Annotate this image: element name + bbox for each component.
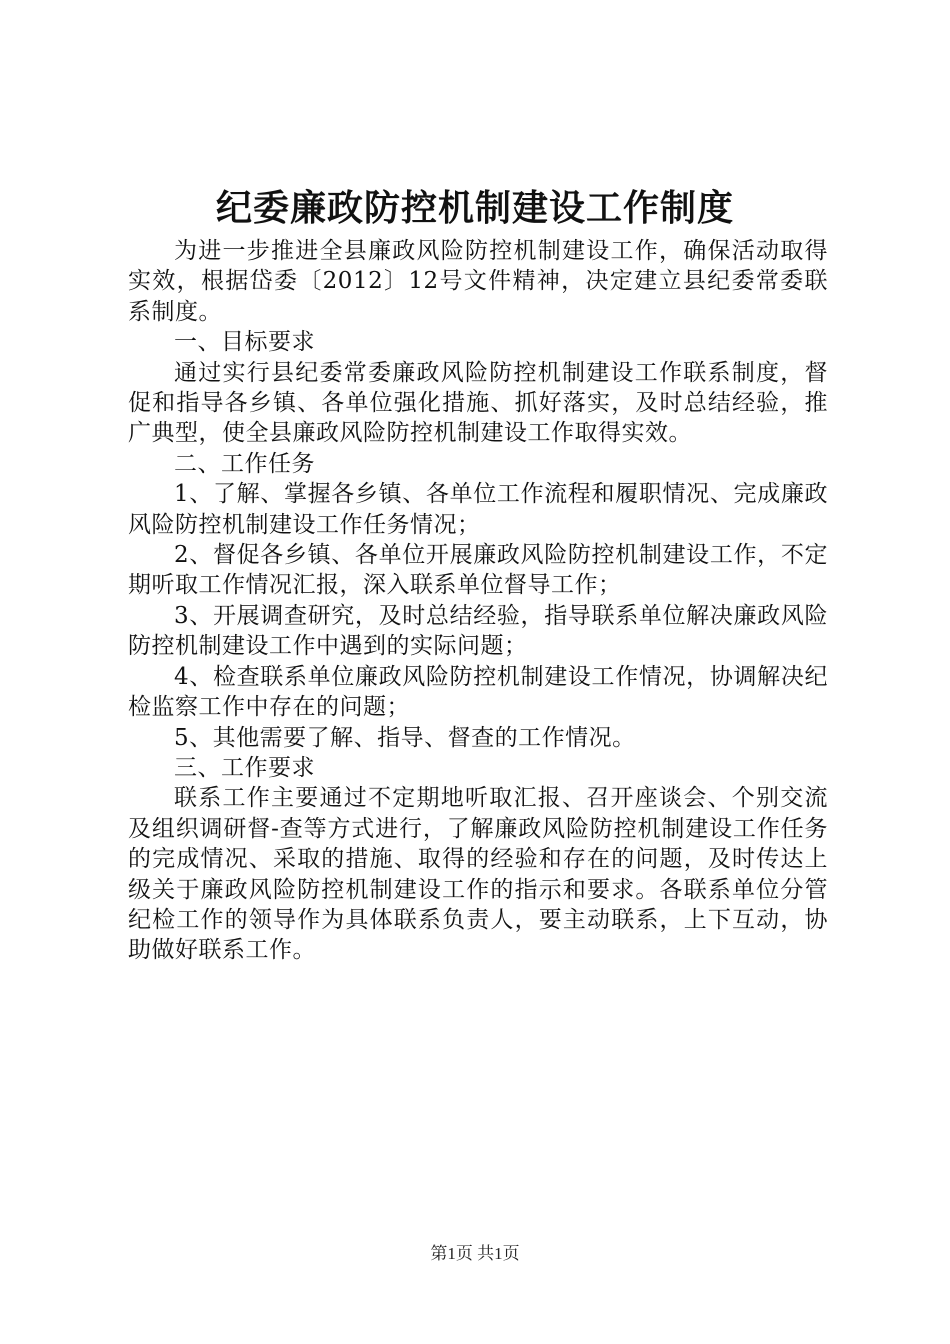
document-title: 纪委廉政防控机制建设工作制度 (215, 187, 734, 229)
section-heading-goals: 一、目标要求 (174, 329, 315, 356)
intro-paragraph: 为进一步推进全县廉政风险防控机制建设工作，确保活动取得实效，根据岱委〔2012〕12号文件精神，决定建立县纪委常委联系制度。 (128, 238, 828, 325)
goals-paragraph: 通过实行县纪委常委廉政风险防控机制建设工作联系制度，督促和指导各乡镇、各单位强化措施、抓好落实，及时总结经验，推广典型，使全县廉政风险防控机制建设工作取得实效。 (128, 359, 828, 447)
task-item-1: 1、了解、掌握各乡镇、各单位工作流程和履职情况、完成廉政风险防控机制建设工作任务情况； (128, 481, 828, 538)
task-item-3: 3、开展调查研究，及时总结经验，指导联系单位解决廉政风险防控机制建设工作中遇到的实际问题； (128, 602, 828, 660)
task-item-4: 4、检查联系单位廉政风险防控机制建设工作情况，协调解决纪检监察工作中存在的问题； (128, 663, 828, 721)
task-item-5: 5、其他需要了解、指导、督查的工作情况。 (174, 724, 636, 751)
section-heading-tasks: 二、工作任务 (174, 450, 315, 477)
requirements-paragraph: 联系工作主要通过不定期地听取汇报、召开座谈会、个别交流及组织调研督-查等方式进行，了解廉政风险防控机制建设工作任务的完成情况、采取的措施、取得的经验和存在的问题，及时传达上级关于廉政风险防控机制建设工作的指示和要求。各联系单位分管纪检工作的领导作为具体联系负责人，要主动联系，上下互动，协助做好联系工作。 (128, 785, 828, 964)
document-body (128, 236, 828, 966)
section-heading-requirements: 三、工作要求 (174, 754, 315, 781)
task-item-2: 2、督促各乡镇、各单位开展廉政风险防控机制建设工作，不定期听取工作情况汇报，深入联系单位督导工作； (128, 542, 828, 599)
page-number-footer: 第1页 共1页 (430, 1244, 520, 1263)
